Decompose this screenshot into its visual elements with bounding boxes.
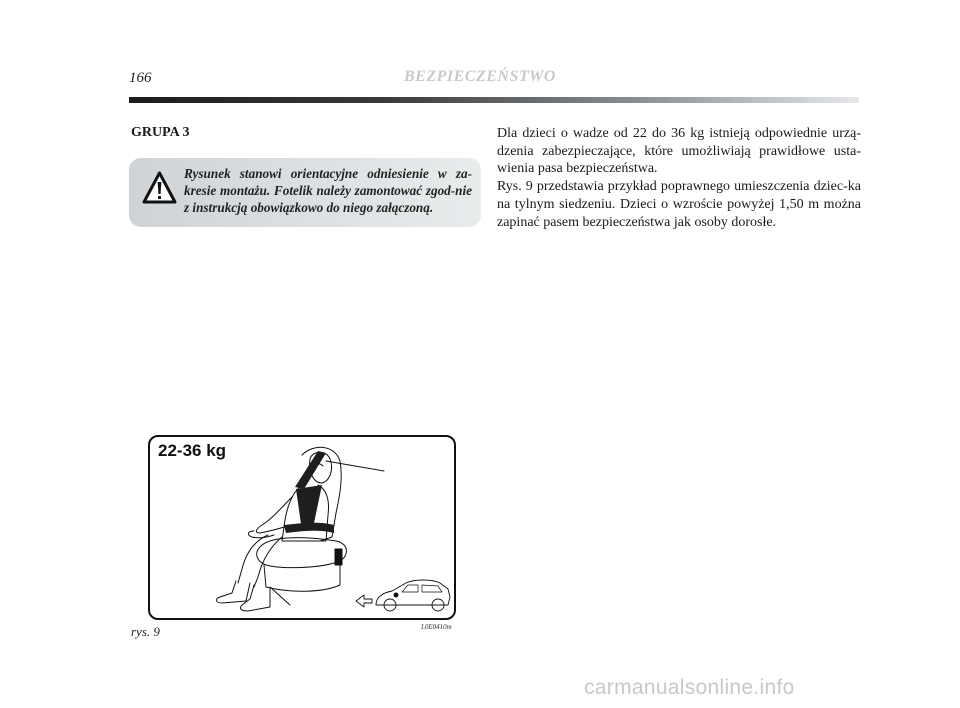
- weight-label: 22-36 kg: [158, 441, 227, 460]
- body-paragraph-2: Rys. 9 przedstawia przykład poprawnego umieszczenia dziec-ka na tylnym siedzeniu. Dzieci o wzroście powyżej 1,50 m można zapinać pasem bezpieczeństwa jak osoby dorosłe.: [497, 179, 861, 230]
- warning-text: Rysunek stanowi orientacyjne odniesienie w za-kresie montażu. Fotelik należy zamontować zgod-nie z instrukcją obowiązkowo do niego załączoną.: [184, 166, 472, 215]
- body-text: [497, 125, 861, 231]
- header-rule: [129, 97, 859, 103]
- warning-box: [129, 158, 481, 227]
- child-seat-illustration: [150, 437, 454, 618]
- body-paragraph-1: Dla dzieci o wadze od 22 do 36 kg istnieją odpowiednie urzą-dzenia zabezpieczające, które umożliwiają prawidłowe usta-wienia pasa bezpieczeństwa.: [497, 126, 861, 177]
- page-number: 166: [129, 70, 152, 86]
- section-header: BEZPIECZEŃSTWO: [404, 68, 556, 85]
- figure-frame: [148, 435, 456, 620]
- watermark: carmanualsonline.info: [584, 676, 795, 699]
- warning-triangle-icon: [142, 171, 177, 204]
- group-heading: GRUPA 3: [131, 125, 190, 140]
- figure-caption: rys. 9: [131, 624, 160, 639]
- figure-code: L0E0410m: [421, 623, 452, 631]
